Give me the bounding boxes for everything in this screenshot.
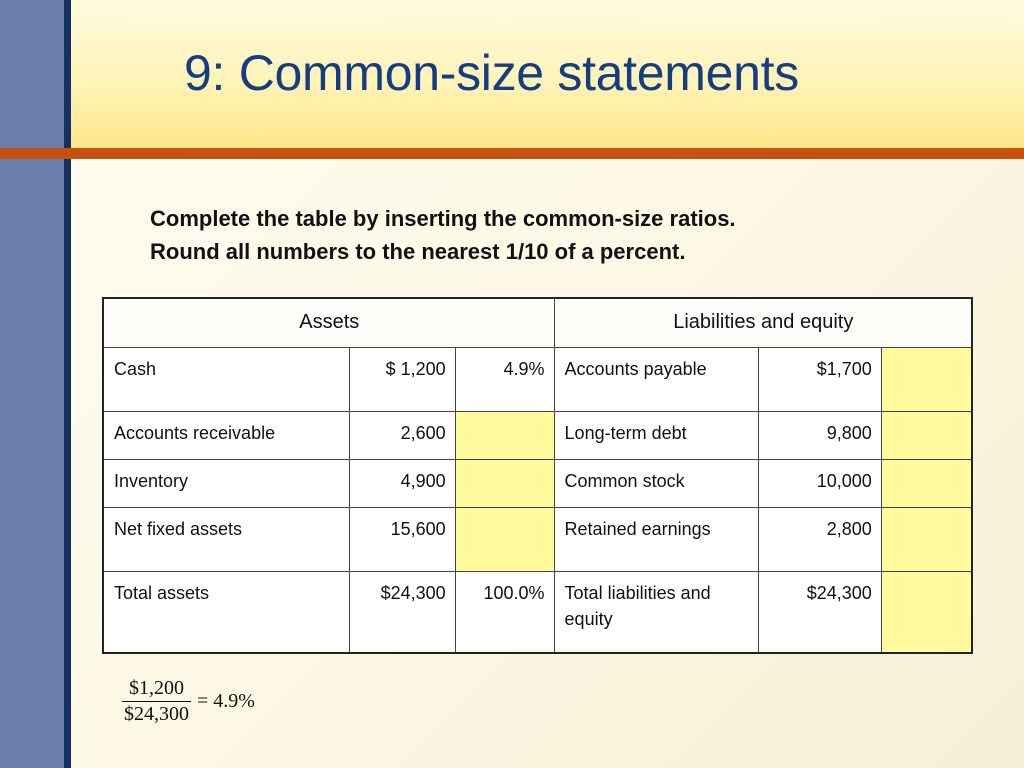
accent-divider (0, 148, 1024, 159)
asset-label: Net fixed assets (103, 507, 349, 571)
liability-value: $24,300 (759, 571, 882, 653)
liability-value: 9,800 (759, 411, 882, 459)
asset-value: $ 1,200 (349, 347, 455, 411)
liability-percent-answer[interactable] (881, 571, 972, 653)
asset-percent: 4.9% (455, 347, 554, 411)
table-row-total (103, 571, 972, 653)
liability-value: 10,000 (759, 459, 882, 507)
liability-percent-answer[interactable] (881, 459, 972, 507)
liability-value: $1,700 (759, 347, 882, 411)
asset-value: $24,300 (349, 571, 455, 653)
instruction-line-2: Round all numbers to the nearest 1/10 of a percent. (150, 239, 686, 264)
liability-label: Accounts payable (554, 347, 758, 411)
asset-value: 2,600 (349, 411, 455, 459)
liability-label: Retained earnings (554, 507, 758, 571)
table-row (103, 347, 972, 411)
liability-label: Total liabilities and equity (554, 571, 758, 653)
common-size-table (102, 297, 973, 654)
asset-label: Total assets (103, 571, 349, 653)
liability-percent-answer[interactable] (881, 411, 972, 459)
formula-numerator: $1,200 (129, 677, 184, 699)
liability-percent-answer[interactable] (881, 347, 972, 411)
asset-label: Cash (103, 347, 349, 411)
table-header-row (103, 298, 972, 347)
liability-percent-answer[interactable] (881, 507, 972, 571)
table-row (103, 507, 972, 571)
assets-header: Assets (103, 298, 554, 347)
liabilities-header: Liabilities and equity (554, 298, 972, 347)
liability-label: Long-term debt (554, 411, 758, 459)
example-formula (122, 677, 255, 726)
instructions (150, 202, 736, 268)
asset-label: Inventory (103, 459, 349, 507)
instruction-line-1: Complete the table by inserting the common-size ratios. (150, 206, 736, 231)
asset-value: 15,600 (349, 507, 455, 571)
slide-title: 9: Common-size statements (184, 45, 799, 101)
asset-percent-answer[interactable] (455, 459, 554, 507)
formula-denominator: $24,300 (124, 703, 189, 725)
asset-percent: 100.0% (455, 571, 554, 653)
asset-value: 4,900 (349, 459, 455, 507)
asset-percent-answer[interactable] (455, 507, 554, 571)
formula-result: = 4.9% (197, 690, 255, 712)
sidebar-edge-decoration (64, 0, 71, 768)
formula-fraction (122, 677, 191, 726)
table-row (103, 459, 972, 507)
asset-label: Accounts receivable (103, 411, 349, 459)
liability-value: 2,800 (759, 507, 882, 571)
sidebar-decoration (0, 0, 64, 768)
table-row (103, 411, 972, 459)
liability-label: Common stock (554, 459, 758, 507)
asset-percent-answer[interactable] (455, 411, 554, 459)
